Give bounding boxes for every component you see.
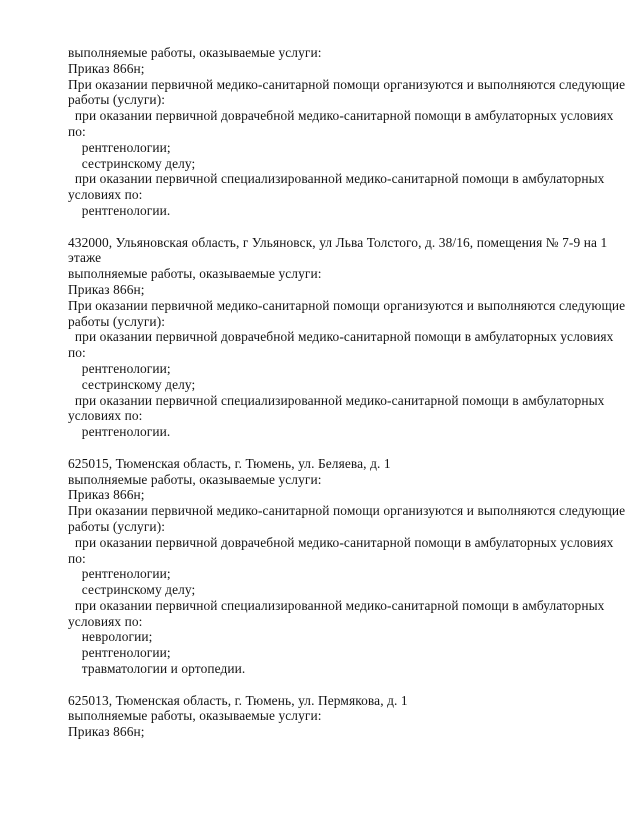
text-line: При оказании первичной медико-санитарной помощи организуются и выполняются следующие: [68, 503, 626, 519]
license-section-3: [68, 455, 626, 677]
text-line: При оказании первичной медико-санитарной помощи организуются и выполняются следующие: [68, 297, 626, 313]
text-line: по:: [68, 550, 86, 566]
text-line: Приказ 866н;: [68, 487, 145, 503]
text-line: травматологии и ортопедии.: [68, 661, 246, 677]
text-line: работы (услуги):: [68, 92, 166, 108]
text-line: выполняемые работы, оказываемые услуги:: [68, 708, 322, 724]
address-line: 432000, Ульяновская область, г Ульяновск, ул Льва Толстого, д. 38/16, помещения № 7-9 на 1: [68, 234, 608, 250]
text-line: рентгенологии;: [68, 645, 171, 661]
text-line: при оказании первичной доврачебной медико-санитарной помощи в амбулаторных условиях: [68, 534, 614, 550]
text-line: по:: [68, 345, 86, 361]
text-line: при оказании первичной доврачебной медико-санитарной помощи в амбулаторных условиях: [68, 329, 614, 345]
license-section-1: [68, 45, 626, 219]
text-line: сестринскому делу;: [68, 155, 196, 171]
text-line: рентгенологии;: [68, 139, 171, 155]
text-line: Приказ 866н;: [68, 281, 145, 297]
text-line: неврологии;: [68, 629, 153, 645]
text-line: При оказании первичной медико-санитарной помощи организуются и выполняются следующие: [68, 76, 626, 92]
text-line: рентгенологии;: [68, 360, 171, 376]
text-line: работы (услуги):: [68, 313, 166, 329]
address-line: 625015, Тюменская область, г. Тюмень, ул. Беляева, д. 1: [68, 455, 391, 471]
text-line: Приказ 866н;: [68, 60, 145, 76]
text-line: рентгенологии.: [68, 202, 171, 218]
text-line: условиях по:: [68, 613, 143, 629]
document-body: [68, 45, 626, 740]
address-line: 625013, Тюменская область, г. Тюмень, ул. Пермякова, д. 1: [68, 692, 408, 708]
text-line: при оказании первичной специализированной медико-санитарной помощи в амбулаторных: [68, 597, 605, 613]
text-line: при оказании первичной доврачебной медико-санитарной помощи в амбулаторных условиях: [68, 108, 614, 124]
text-line: выполняемые работы, оказываемые услуги:: [68, 471, 322, 487]
address-line: этаже: [68, 250, 102, 266]
text-line: рентгенологии;: [68, 566, 171, 582]
license-section-2: [68, 234, 626, 440]
text-line: Приказ 866н;: [68, 724, 145, 740]
text-line: рентгенологии.: [68, 424, 171, 440]
text-line: сестринскому делу;: [68, 582, 196, 598]
text-line: условиях по:: [68, 187, 143, 203]
text-line: при оказании первичной специализированной медико-санитарной помощи в амбулаторных: [68, 171, 605, 187]
text-line: по:: [68, 123, 86, 139]
text-line: сестринскому делу;: [68, 376, 196, 392]
text-line: выполняемые работы, оказываемые услуги:: [68, 45, 322, 60]
text-line: при оказании первичной специализированной медико-санитарной помощи в амбулаторных: [68, 392, 605, 408]
text-line: условиях по:: [68, 408, 143, 424]
license-section-4: [68, 693, 620, 740]
text-line: выполняемые работы, оказываемые услуги:: [68, 266, 322, 282]
text-line: работы (услуги):: [68, 518, 166, 534]
